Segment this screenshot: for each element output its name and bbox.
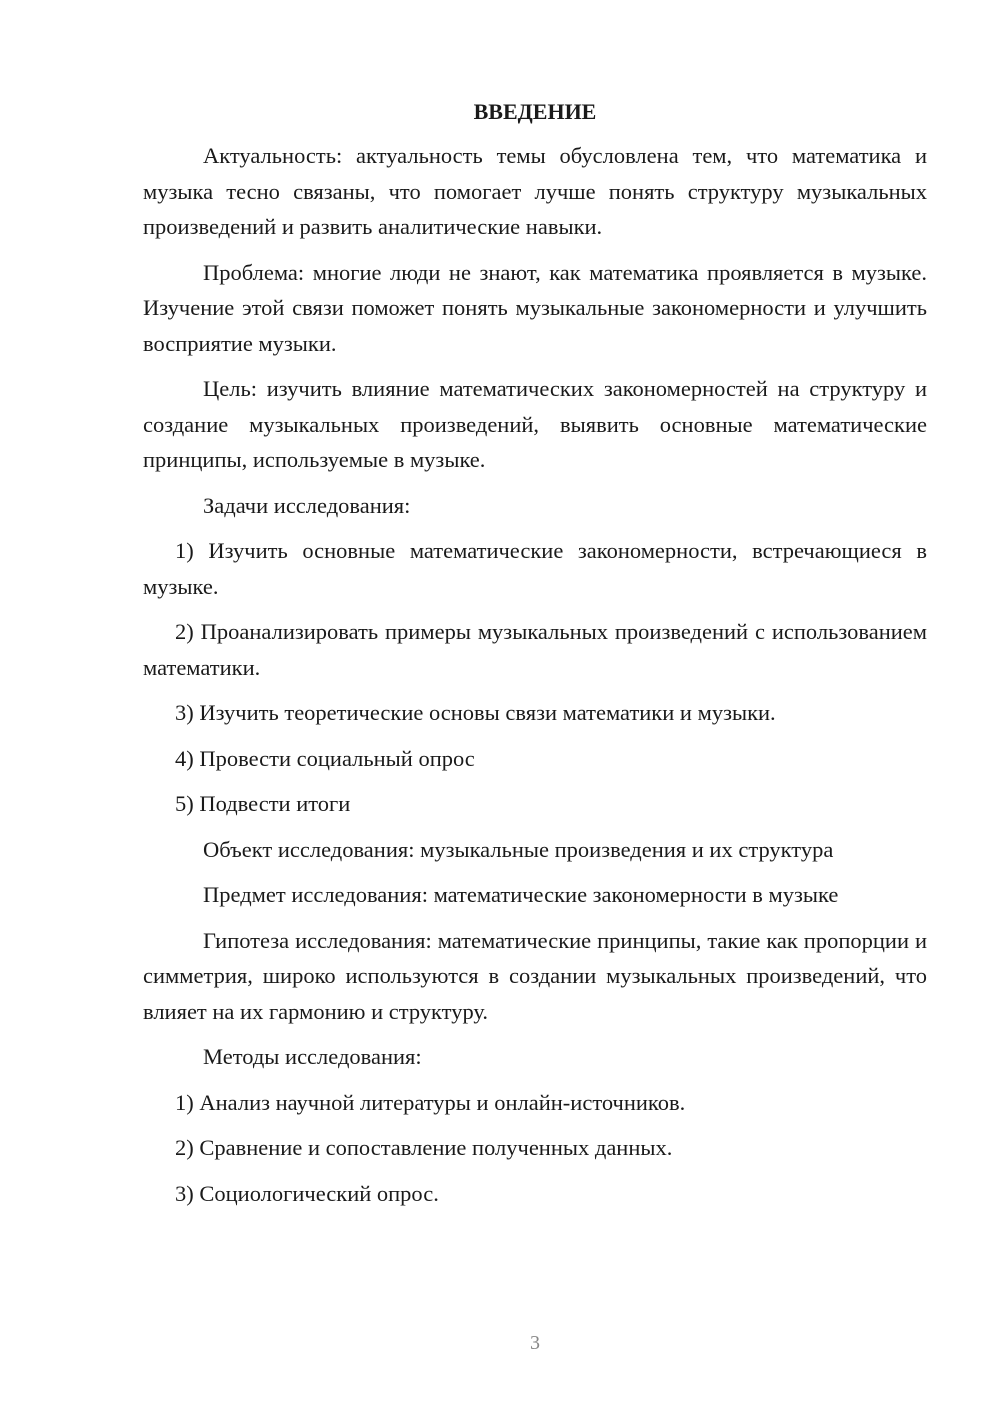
tasks-heading: Задачи исследования:: [203, 492, 411, 518]
problem-paragraph: Проблема: многие люди не знают, как математика проявляется в музыке. Изучение этой связи поможет понять музыкальные закономерности и улучшить восприятие музыки.: [143, 259, 927, 356]
tasks-list: [143, 533, 927, 822]
relevance-paragraph: Актуальность: актуальность темы обусловлена тем, что математика и музыка тесно связаны, что помогает лучше понять структуру музыкальных произведений и развить аналитические навыки.: [143, 143, 927, 239]
list-item: 3) Изучить теоретические основы связи математики и музыки.: [175, 700, 776, 725]
methods-heading: Методы исследования:: [203, 1044, 422, 1069]
methods-list: [143, 1085, 927, 1212]
list-item: 3) Социологический опрос.: [175, 1180, 439, 1206]
page-number: 3: [530, 1332, 540, 1354]
object-paragraph: Объект исследования: музыкальные произведения и их структура: [203, 836, 834, 862]
list-item: 2) Проанализировать примеры музыкальных произведений с использованием математики.: [143, 619, 927, 680]
list-item: 1) Анализ научной литературы и онлайн-источников.: [175, 1089, 686, 1115]
list-item: 1) Изучить основные математические закономерности, встречающиеся в музыке.: [143, 538, 927, 599]
page-title: ВВЕДЕНИЕ: [473, 99, 597, 124]
hypothesis-paragraph: Гипотеза исследования: математические принципы, такие как пропорции и симметрия, широко используются в создании музыкальных произведений, что влияет на их гармонию и структуру.: [143, 927, 927, 1024]
list-item: 5) Подвести итоги: [175, 791, 351, 816]
subject-paragraph: Предмет исследования: математические закономерности в музыке: [203, 882, 839, 907]
goal-paragraph: Цель: изучить влияние математических закономерностей на структуру и создание музыкальных произведений, выявить основные математические принципы, используемые в музыке.: [143, 376, 927, 472]
list-item: 2) Сравнение и сопоставление полученных данных.: [175, 1135, 673, 1160]
list-item: 4) Провести социальный опрос: [175, 745, 475, 771]
page-content: [143, 94, 927, 1221]
